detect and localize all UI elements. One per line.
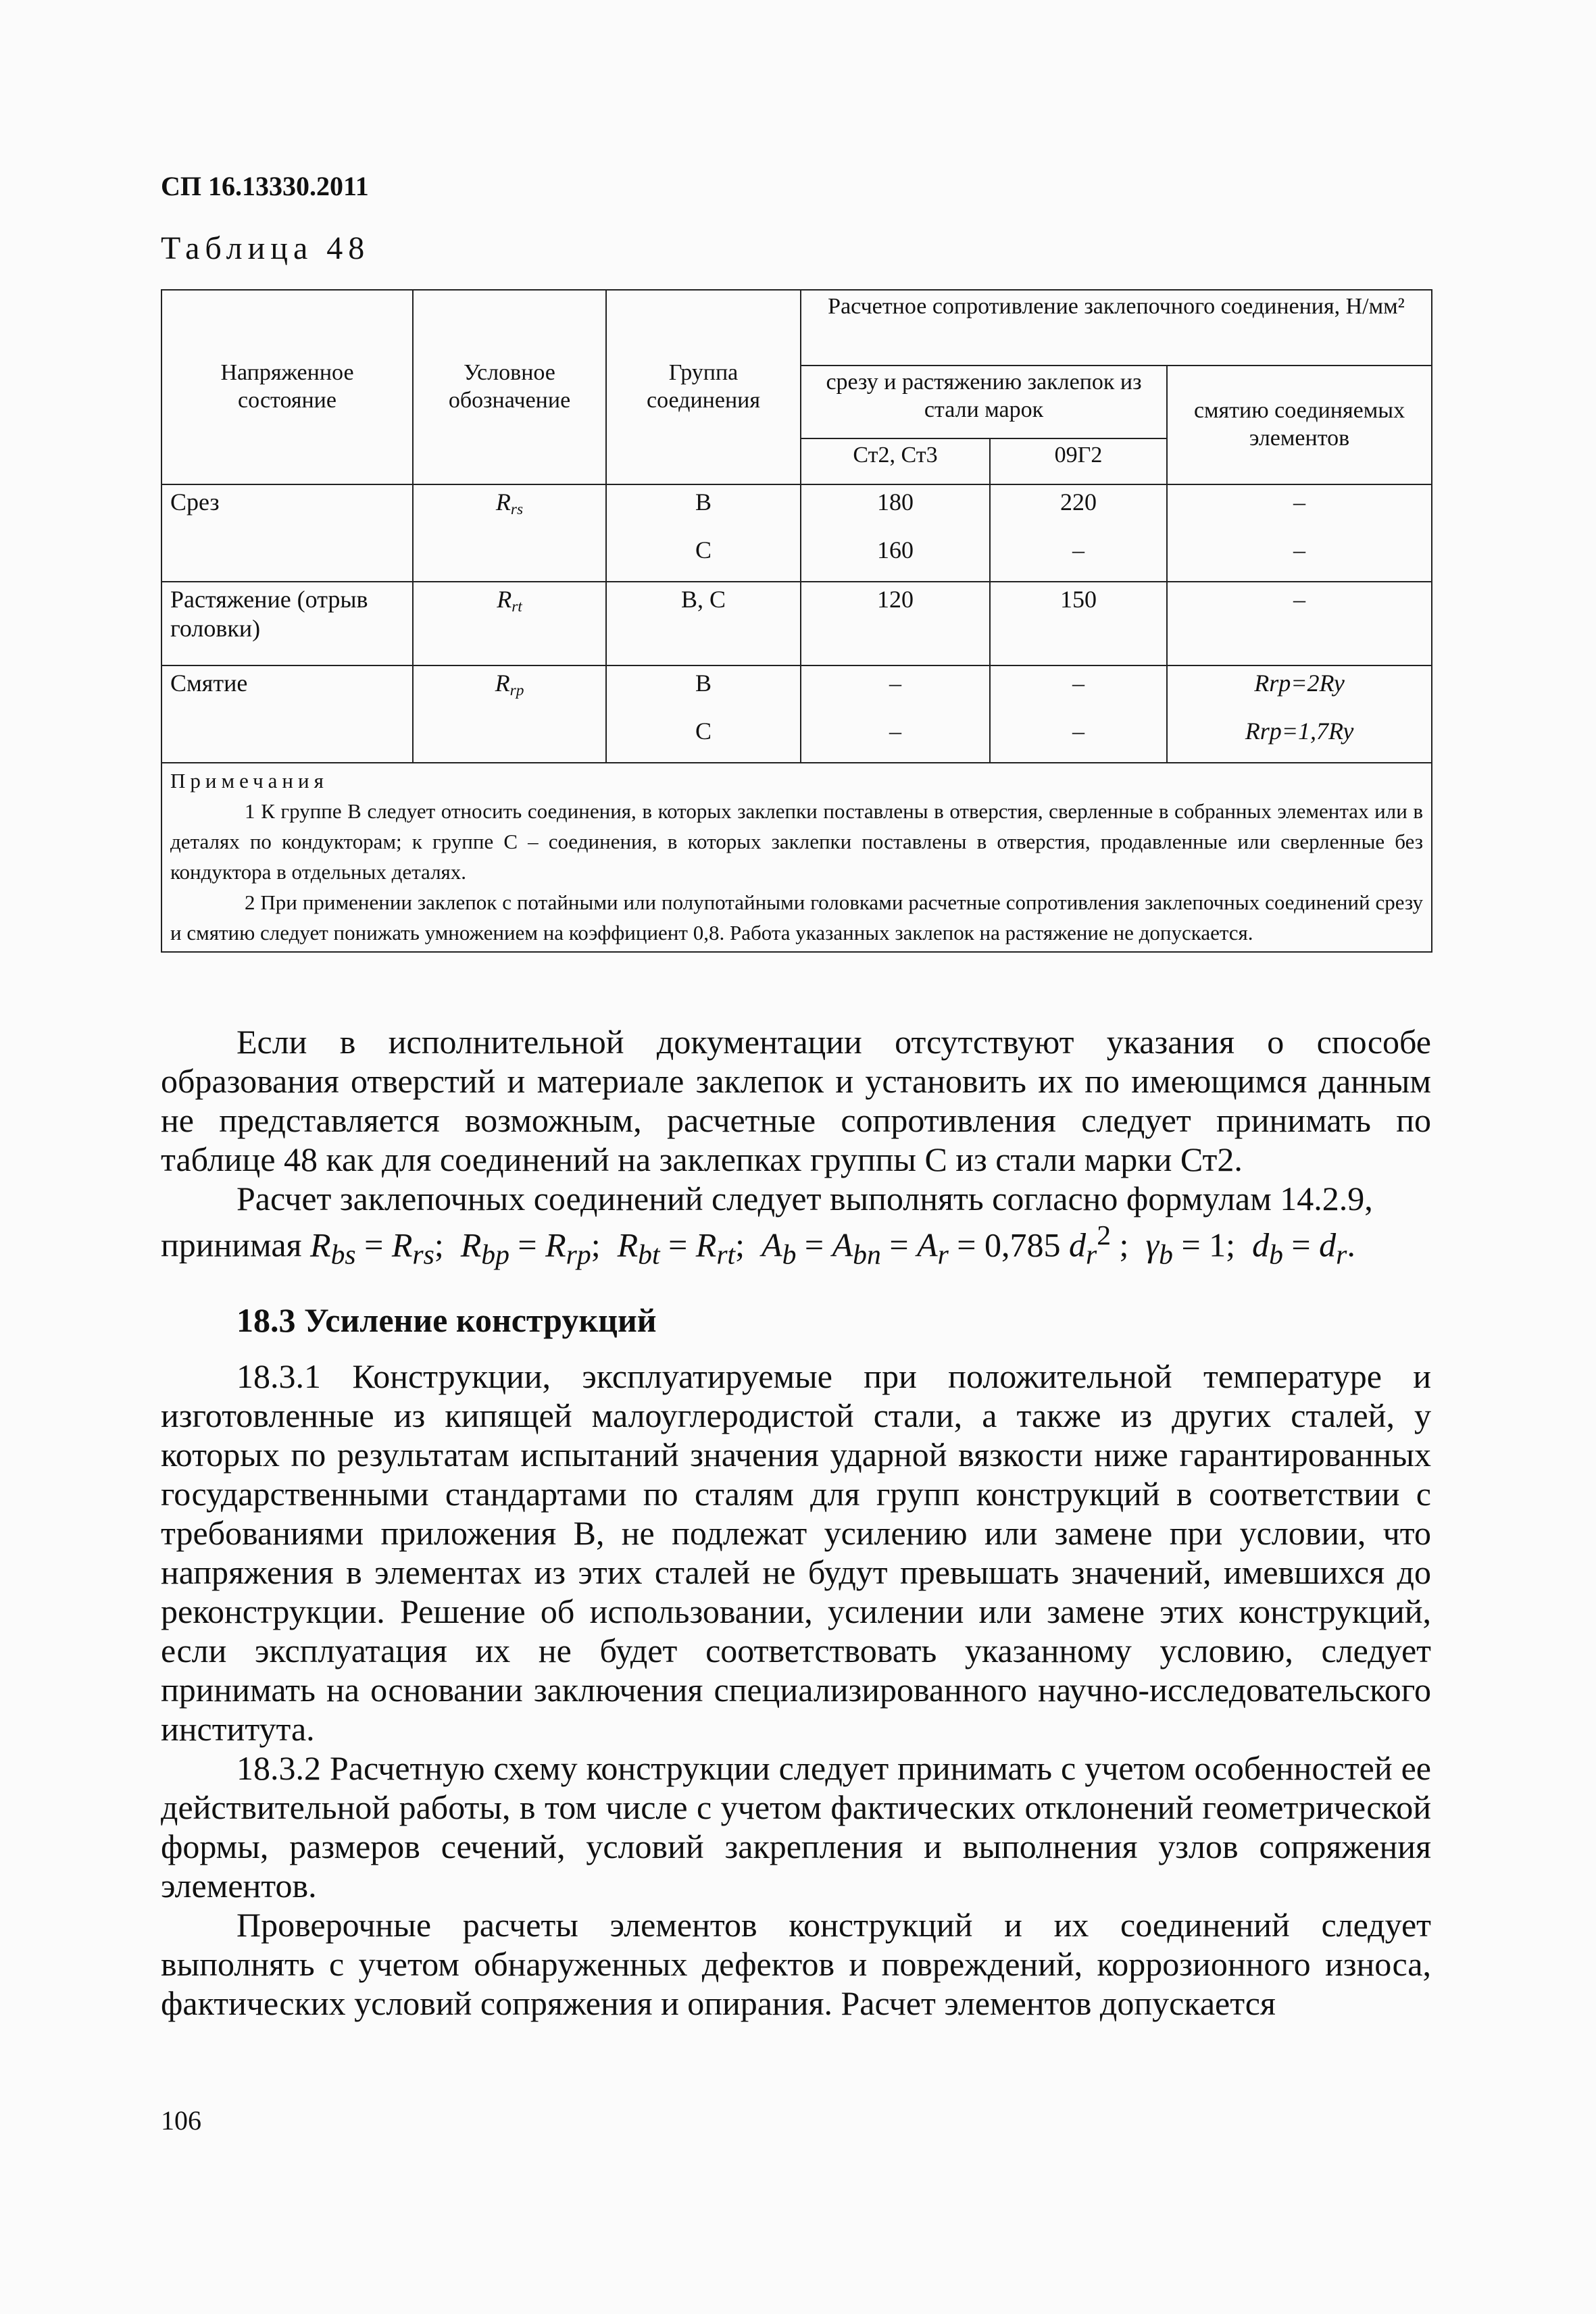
row-shear-st1-c: 160 <box>801 533 990 582</box>
row-shear-group-b: В <box>606 484 801 533</box>
header-shear-tension: срезу и растяжению заклепок из стали марок <box>801 366 1167 438</box>
note-2: 2 При применении заклепок с потайными или полупотайными головками расчетные сопротивления заклепочных соединений срезу и смятию следует понижать умножением на коэффициент 0,8. Работа указанных заклепок на растяжение не допускается. <box>170 890 1424 945</box>
page-number: 106 <box>161 2105 201 2136</box>
row-shear-st2-b: 220 <box>990 484 1167 533</box>
header-group: Группа соединения <box>606 290 801 484</box>
body-paragraph-2: Расчет заклепочных соединений следует выполнять согласно формулам 14.2.9, <box>236 1180 1373 1217</box>
header-symbol: Условное обозначение <box>413 290 606 484</box>
row-shear-crush-b: – <box>1167 484 1432 533</box>
row-crush-symbol: $R_{rp}$ <box>413 665 606 763</box>
row-shear-st2-c: – <box>990 533 1167 582</box>
row-tension-st1: 120 <box>801 582 990 665</box>
row-crush-st1-c: – <box>801 714 990 763</box>
row-shear-crush-c: – <box>1167 533 1432 582</box>
row-shear-group-c: С <box>606 533 801 582</box>
row-shear-st1-b: 180 <box>801 484 990 533</box>
table-notes <box>161 763 1432 952</box>
row-shear-symbol: $R_{rs}$ <box>413 484 606 582</box>
header-resistance: Расчетное сопротивление заклепочного соединения, Н/мм² <box>801 290 1432 366</box>
header-steel-09g2: 09Г2 <box>990 438 1167 484</box>
row-crush-group-b: В <box>606 665 801 714</box>
body-paragraph-1: Если в исполнительной документации отсутствуют указания о способе образования отверстий и материале заклепок и установить их по имеющимся данным не представляется возможным, расчетные сопротивления следует принимать по таблице 48 как для соединений на заклепках группы С из стали марки Ст2. Расчет заклепочных соединений следует выполнять согласно формулам 14.2.9, <box>161 1023 1431 1217</box>
body-paragraph-3: 18.3.1 Конструкции, эксплуатируемые при положительной температуре и изготовленные из кипящей малоуглеродистой стали, а также из других сталей, у которых по результатам испытаний значения ударной вязкости ниже гарантированных государственными стандартами по сталям для групп конструкций в соответствии с требованиями приложения В, не подлежат усилению или замене при условии, что напряжения в элементах из этих сталей не будут превышать значений, имевшихся до реконструкции. Решение об использовании, усилении или замене этих конструкций, если эксплуатация их не будет соответствовать указанному условию, следует принимать на основании заключения специализированного научно-исследовательского института. 18.3.2 Расчетную схему конструкции следует принимать с учетом особенностей ее действительной работы, в том числе с учетом фактических отклонений геометрической формы, размеров сечений, условий закрепления и выполнения узлов сопряжения элементов. Проверочные расчеты элементов конструкций и их соединений следует выполнять с учетом обнаруженных дефектов и повреждений, коррозионного износа, фактических условий сопряжения и опирания. Расчет элементов допускается <box>161 1357 1431 2022</box>
row-crush-crush-b: Rrp=2Ry <box>1167 665 1432 714</box>
row-tension-crush: – <box>1167 582 1432 665</box>
document-code: СП 16.13330.2011 <box>161 171 369 201</box>
row-crush-state: Смятие <box>161 665 413 763</box>
row-tension-st2: 150 <box>990 582 1167 665</box>
row-tension-group: В, С <box>606 582 801 665</box>
rivet-resistance-table <box>161 289 1432 953</box>
row-crush-st2-c: – <box>990 714 1167 763</box>
row-shear-state: Срез <box>161 484 413 582</box>
body-paragraph-5: Проверочные расчеты элементов конструкций и их соединений следует выполнять с учетом обнаруженных дефектов и повреждений, коррозионного износа, фактических условий сопряжения и опирания. Расчет элементов допускается <box>161 1906 1431 2022</box>
header-crushing: смятию соединяемых элементов <box>1167 366 1432 484</box>
row-crush-st2-b: – <box>990 665 1167 714</box>
body-paragraph-4: 18.3.2 Расчетную схему конструкции следует принимать с учетом особенностей ее действительной работы, в том числе с учетом фактических отклонений геометрической формы, размеров сечений, условий закрепления и выполнения узлов сопряжения элементов. <box>161 1749 1431 1905</box>
row-tension-state: Растяжение (отрыв головки) <box>161 582 413 665</box>
note-1: 1 К группе В следует относить соединения, в которых заклепки поставлены в отверстия, сверленные в собранных элементах или в деталях по кондукторам; к группе С – соединения, в которых заклепки поставлены в отверстия, продавленные или сверленные без кондуктора в отдельных деталях. <box>170 799 1424 884</box>
notes-heading: Примечания <box>170 769 328 793</box>
section-heading: 18.3 Усиление конструкций <box>236 1301 657 1339</box>
table-title: Таблица 48 <box>161 230 370 266</box>
row-crush-group-c: С <box>606 714 801 763</box>
formula-line: принимая $R_{bs} = R_{rs}$; $R_{bp} = R_{rp}$; $R_{bt} = R_{rt}$; $A_b = A_{bn} = A_r = 0,785$ $d_r^2$ ; $\gamma_b = 1$; $d_b = d_r$. <box>161 1220 1355 1271</box>
row-crush-crush-c: Rrp=1,7Ry <box>1167 714 1432 763</box>
header-steel-st2-st3: Ст2, Ст3 <box>801 438 990 484</box>
row-tension-symbol: $R_{rt}$ <box>413 582 606 665</box>
header-state: Напряженное состояние <box>161 290 413 484</box>
row-crush-st1-b: – <box>801 665 990 714</box>
